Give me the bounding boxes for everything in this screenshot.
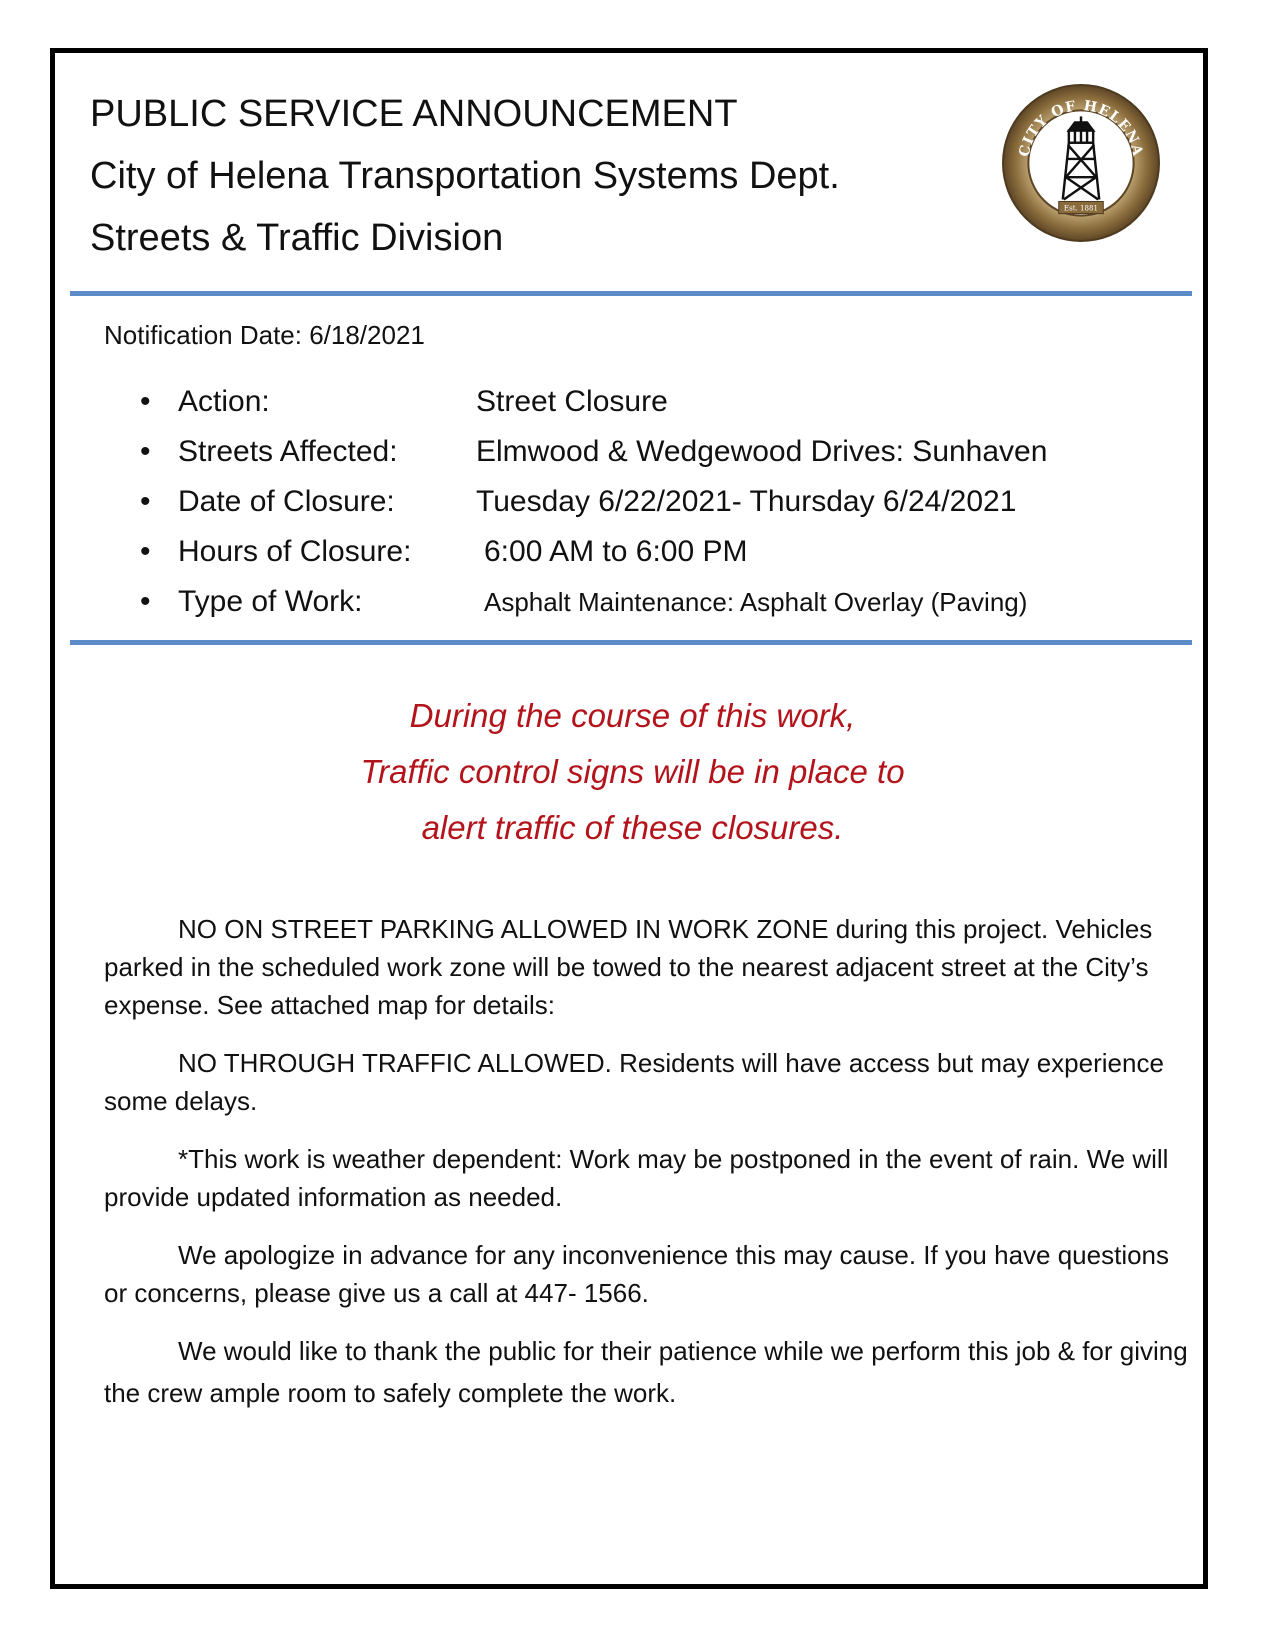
seal-ring-text: CITY OF HELENA: [1016, 98, 1146, 159]
detail-value: Street Closure: [476, 385, 668, 418]
warning-line: Traffic control signs will be in place to: [360, 753, 905, 790]
bullet-icon: •: [140, 585, 151, 618]
detail-label: Date of Closure:: [178, 485, 395, 518]
weather-notice: *This work is weather dependent: Work may be postponed in the event of rain. We will provide updated information as needed.: [104, 1144, 1169, 1212]
parking-notice: NO ON STREET PARKING ALLOWED IN WORK ZONE during this project. Vehicles parked in the scheduled work zone will be towed to the nearest adjacent street at the City’s expense. See attached map for details:: [104, 914, 1153, 1020]
detail-label: Streets Affected:: [178, 435, 398, 468]
header-title: PUBLIC SERVICE ANNOUNCEMENT: [90, 93, 738, 135]
through-traffic-notice: NO THROUGH TRAFFIC ALLOWED. Residents will have access but may experience some delays.: [104, 1048, 1164, 1116]
header-department: City of Helena Transportation Systems Dept.: [90, 155, 840, 197]
bullet-icon: •: [140, 535, 151, 568]
detail-label: Type of Work:: [178, 585, 363, 618]
traffic-warning: [0, 688, 1265, 856]
divider-top: [70, 291, 1192, 296]
warning-line: During the course of this work,: [409, 697, 856, 734]
thank-you-notice: We would like to thank the public for their patience while we perform this job & for giving the crew ample room to safely complete the work.: [104, 1336, 1188, 1408]
bullet-icon: •: [140, 385, 151, 418]
detail-value: 6:00 AM to 6:00 PM: [484, 535, 748, 568]
detail-value: Tuesday 6/22/2021- Thursday 6/24/2021: [476, 485, 1017, 518]
bullet-icon: •: [140, 485, 151, 518]
seal-established: Est. 1881: [1063, 203, 1099, 213]
city-seal-logo: [1000, 82, 1162, 244]
divider-bottom: [70, 640, 1192, 645]
detail-label: Action:: [178, 385, 270, 418]
notification-date: Notification Date: 6/18/2021: [104, 320, 425, 350]
detail-value: Asphalt Maintenance: Asphalt Overlay (Paving): [484, 587, 1028, 617]
detail-value: Elmwood & Wedgewood Drives: Sunhaven: [476, 435, 1048, 468]
apology-contact-notice: We apologize in advance for any inconvenience this may cause. If you have questions or concerns, please give us a call at 447- 1566.: [104, 1240, 1170, 1308]
header-division: Streets & Traffic Division: [90, 217, 504, 259]
detail-label: Hours of Closure:: [178, 535, 412, 568]
bullet-icon: •: [140, 435, 151, 468]
warning-line: alert traffic of these closures.: [421, 809, 844, 846]
